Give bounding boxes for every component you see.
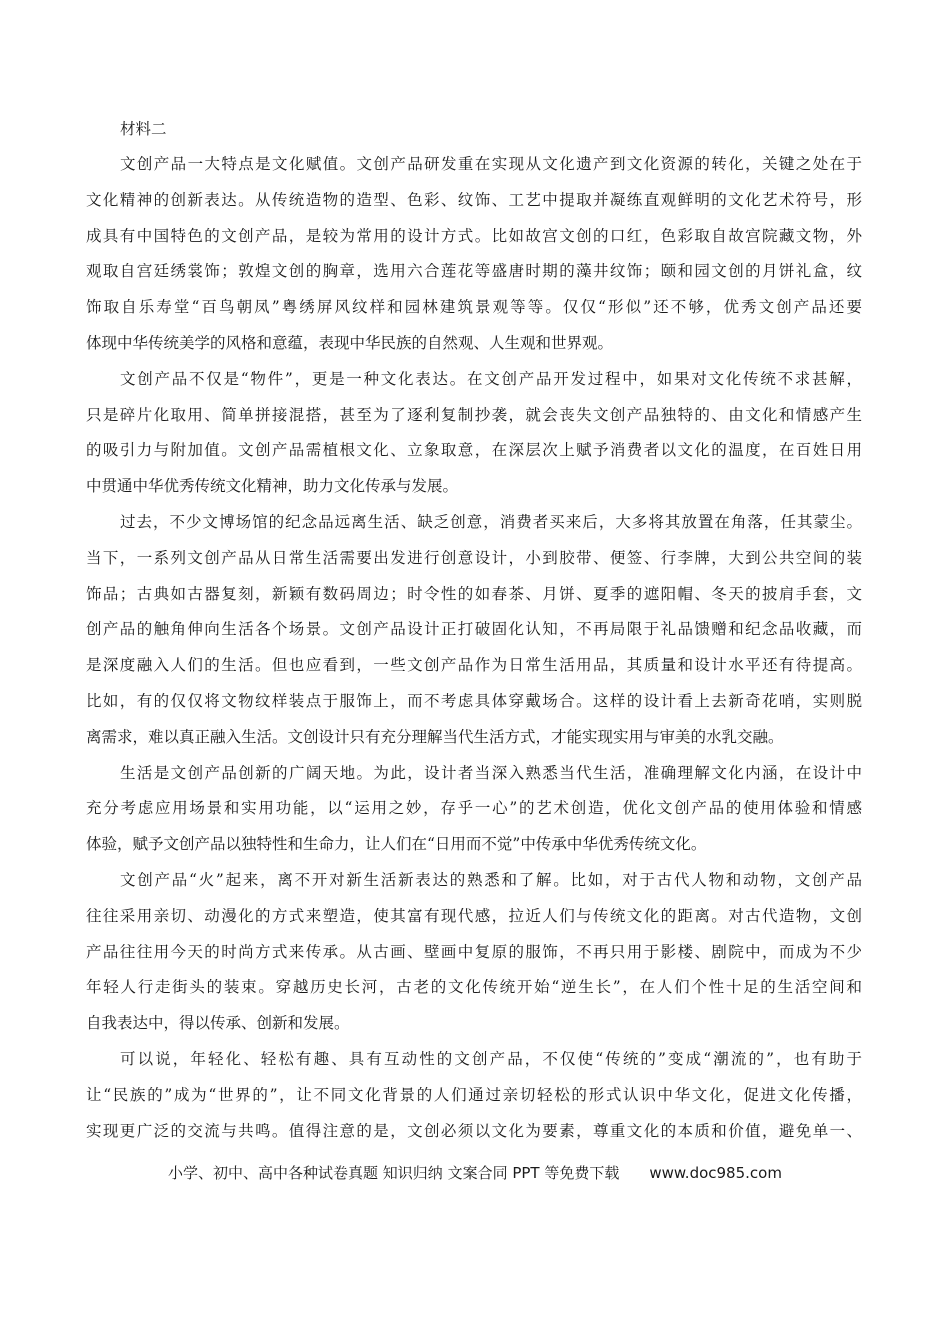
section-heading: 材料二 [120, 120, 167, 138]
text-line: 文创产品不仅是“物件”，更是一种文化表达。在文创产品开发过程中，如果对文化传统不求甚解， [120, 369, 862, 388]
text-line: 实现更广泛的交流与共鸣。值得注意的是，文创必须以文化为要素，尊重文化的本质和价值，避免单一、 [86, 1121, 862, 1140]
text-line: 是深度融入人们的生活。但也应看到，一些文创产品作为日常生活用品，其质量和设计水平还有待提高。 [86, 656, 862, 675]
text-line: 文创产品“火”起来，离不开对新生活新表达的熟悉和了解。比如，对于古代人物和动物，文创产品 [120, 870, 862, 889]
text-line: 让“民族的”成为“世界的”，让不同文化背景的人们通过亲切轻松的形式认识中华文化，促进文化传播， [86, 1085, 862, 1104]
footer-website-link[interactable]: www.doc985.com [649, 1164, 782, 1182]
text-line: 的吸引力与附加值。文创产品需植根文化、立象取意，在深层次上赋予消费者以文化的温度，在百姓日用 [86, 441, 862, 460]
paragraph [86, 863, 862, 1042]
text-line: 体验，赋予文创产品以独特性和生命力，让人们在“日用而不觉”中传承中华优秀传统文化。 [86, 835, 707, 854]
paragraph [86, 147, 862, 362]
paragraph [86, 505, 862, 756]
text-line: 离需求，难以真正融入生活。文创设计只有充分理解当代生活方式，才能实现实用与审美的水乳交融。 [86, 727, 784, 746]
text-line: 自我表达中，得以传承、创新和发展。 [86, 1014, 350, 1033]
text-line: 观取自宫廷绣裳饰；敦煌文创的胸章，选用六合莲花等盛唐时期的藻井纹饰；颐和园文创的月饼礼盒，纹 [86, 262, 862, 281]
text-line: 生活是文创产品创新的广阔天地。为此，设计者当深入熟悉当代生活，准确理解文化内涵，在设计中 [120, 763, 862, 782]
article-body [86, 112, 862, 1149]
text-line: 产品往往用今天的时尚方式来传承。从古画、壁画中复原的服饰，不再只用于影楼、剧院中，而成为不少 [86, 942, 862, 961]
text-line: 体现中华传统美学的风格和意蕴，表现中华民族的自然观、人生观和世界观。 [86, 333, 614, 352]
text-line: 中贯通中华优秀传统文化精神，助力文化传承与发展。 [86, 477, 459, 496]
text-line: 文创产品一大特点是文化赋值。文创产品研发重在实现从文化遗产到文化资源的转化，关键之处在于 [120, 155, 862, 173]
paragraph [86, 1042, 862, 1149]
text-line: 充分考虑应用场景和实用功能，以“运用之妙，存乎一心”的艺术创造，优化文创产品的使用体验和情感 [86, 799, 862, 818]
text-line: 饰取自乐寿堂“百鸟朝凤”粤绣屏风纹样和园林建筑景观等等。仅仅“形似”还不够，优秀文创产品还要 [86, 298, 862, 317]
text-line: 文化精神的创新表达。从传统造物的造型、色彩、纹饰、工艺中提取并凝练直观鲜明的文化艺术符号，形 [86, 190, 862, 209]
footer-text: 小学、初中、高中各种试卷真题 知识归纳 文案合同 PPT 等免费下载 [168, 1164, 620, 1182]
paragraph [86, 362, 862, 505]
text-line: 过去，不少文博场馆的纪念品远离生活、缺乏创意，消费者买来后，大多将其放置在角落，任其蒙尘。 [120, 512, 862, 531]
page-footer [0, 1162, 950, 1183]
text-line: 创产品的触角伸向生活各个场景。文创产品设计正打破固化认知，不再局限于礼品馈赠和纪念品收藏，而 [86, 620, 862, 639]
text-line: 往往采用亲切、动漫化的方式来塑造，使其富有现代感，拉近人们与传统文化的距离。对古代造物，文创 [86, 906, 862, 925]
text-line: 年轻人行走街头的装束。穿越历史长河，古老的文化传统开始“逆生长”，在人们个性十足的生活空间和 [86, 978, 862, 997]
paragraph-list [86, 147, 862, 1149]
text-line: 当下，一系列文创产品从日常生活需要出发进行创意设计，小到胶带、便签、行李牌，大到公共空间的装 [86, 548, 862, 567]
text-line: 只是碎片化取用、简单拼接混搭，甚至为了逐利复制抄袭，就会丧失文创产品独特的、由文化和情感产生 [86, 405, 862, 424]
paragraph [86, 756, 862, 863]
text-line: 成具有中国特色的文创产品，是较为常用的设计方式。比如故宫文创的口红，色彩取自故宫院藏文物，外 [86, 226, 862, 245]
text-line: 可以说，年轻化、轻松有趣、具有互动性的文创产品，不仅使“传统的”变成“潮流的”，也有助于 [120, 1049, 862, 1068]
text-line: 饰品；古典如古器复刻，新颖有数码周边；时令性的如春茶、月饼、夏季的遮阳帽、冬天的披肩手套，文 [86, 584, 862, 603]
text-line: 比如，有的仅仅将文物纹样装点于服饰上，而不考虑具体穿戴场合。这样的设计看上去新奇花哨，实则脱 [86, 691, 862, 710]
